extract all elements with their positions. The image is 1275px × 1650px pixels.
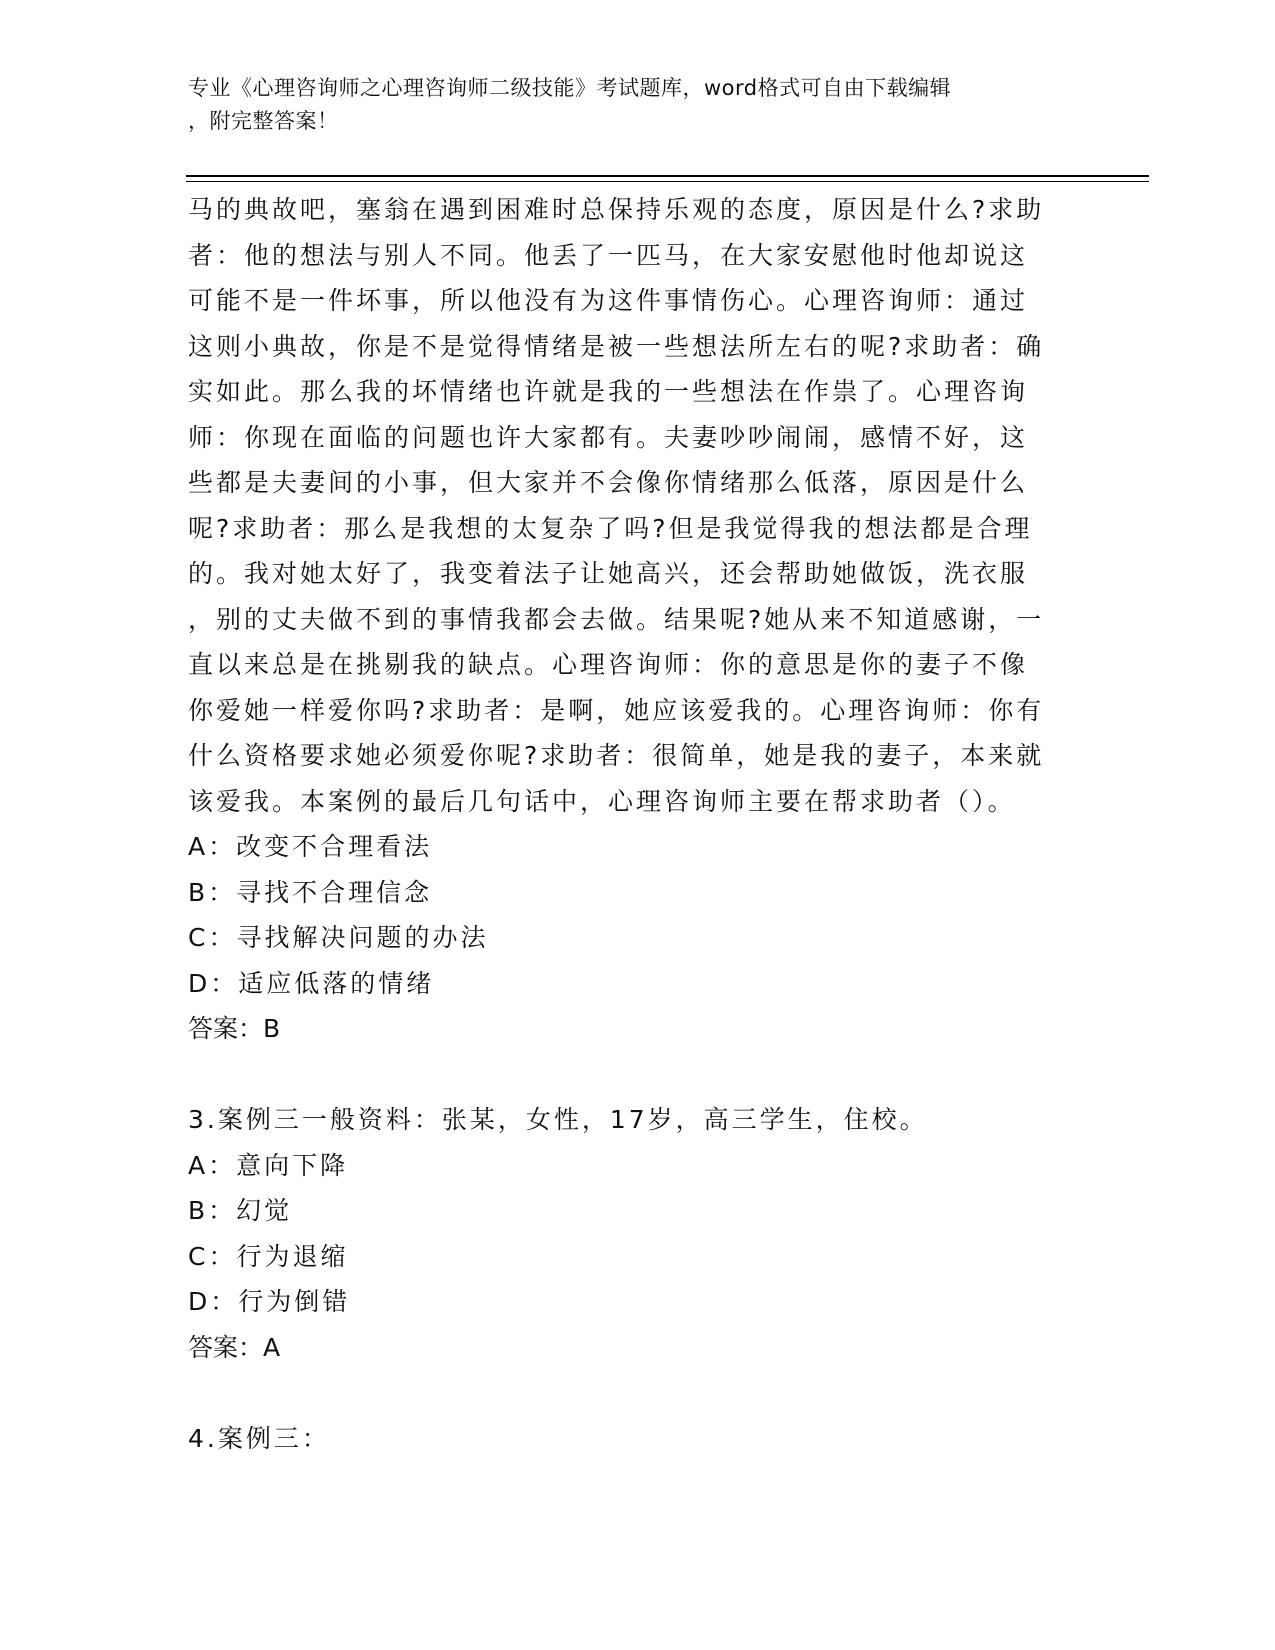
question-3-options xyxy=(188,1143,1088,1325)
document-body xyxy=(188,187,1088,1461)
question-text-line: 师：你现在面临的问题也许大家都有。夫妻吵吵闹闹，感情不好，这 xyxy=(188,422,1029,452)
question-2-stem xyxy=(188,187,1088,824)
page-header xyxy=(188,72,1068,138)
option-b: B：幻觉 xyxy=(188,1196,293,1225)
option-c: C：行为退缩 xyxy=(188,1241,349,1271)
question-text-line: 直以来总是在挑剔我的缺点。心理咨询师：你的意思是你的妻子不像 xyxy=(188,650,1029,679)
question-text-line: 实如此。那么我的坏情绪也许就是我的一些想法在作祟了。心理咨询 xyxy=(188,377,1029,406)
option-c: C：寻找解决问题的办法 xyxy=(188,923,489,952)
header-rule-thick xyxy=(186,175,1149,177)
question-text-line: 呢?求助者：那么是我想的太复杂了吗?但是我觉得我的想法都是合理 xyxy=(188,513,1033,543)
question-4-stem: 4.案例三： xyxy=(188,1423,330,1453)
question-3-stem: 3.案例三一般资料：张某，女性，17岁，高三学生，住校。 xyxy=(188,1105,928,1134)
question-2-answer: 答案：B xyxy=(188,1014,281,1043)
question-3-answer: 答案：A xyxy=(188,1332,281,1362)
question-text-line: 该爱我。本案例的最后几句话中，心理咨询师主要在帮求助者（）。 xyxy=(188,786,1016,816)
header-line-2: ，附完整答案！ xyxy=(188,109,339,133)
header-rule-thin xyxy=(186,181,1149,182)
spacer xyxy=(188,1052,1088,1098)
question-2-options xyxy=(188,824,1088,1006)
option-d: D：适应低落的情绪 xyxy=(188,968,435,998)
question-text-line: 可能不是一件坏事，所以他没有为这件事情伤心。心理咨询师：通过 xyxy=(188,286,1029,315)
question-text-line: 的。我对她太好了，我变着法子让她高兴，还会帮助她做饭，洗衣服 xyxy=(188,559,1029,588)
option-d: D：行为倒错 xyxy=(188,1287,351,1316)
question-text-line: 你爱她一样爱你吗?求助者：是啊，她应该爱我的。心理咨询师：你有 xyxy=(188,695,1045,725)
spacer xyxy=(188,1370,1088,1416)
question-text-line: ，别的丈夫做不到的事情我都会去做。结果呢?她从来不知道感谢，一 xyxy=(188,604,1045,634)
option-a: A：改变不合理看法 xyxy=(188,832,433,861)
header-line-1: 专业《心理咨询师之心理咨询师二级技能》考试题库，word格式可自由下载编辑 xyxy=(188,76,952,100)
question-text-line: 什么资格要求她必须爱你呢?求助者：很简单，她是我的妻子，本来就 xyxy=(188,741,1045,770)
question-text-line: 马的典故吧，塞翁在遇到困难时总保持乐观的态度，原因是什么?求助 xyxy=(188,195,1045,224)
question-text-line: 些都是夫妻间的小事，但大家并不会像你情绪那么低落，原因是什么 xyxy=(188,468,1029,497)
question-text-line: 这则小典故，你是不是觉得情绪是被一些想法所左右的呢?求助者：确 xyxy=(188,331,1045,361)
option-b: B：寻找不合理信念 xyxy=(188,877,433,907)
option-a: A：意向下降 xyxy=(188,1150,349,1180)
question-text-line: 者：他的想法与别人不同。他丢了一匹马，在大家安慰他时他却说这 xyxy=(188,240,1029,270)
